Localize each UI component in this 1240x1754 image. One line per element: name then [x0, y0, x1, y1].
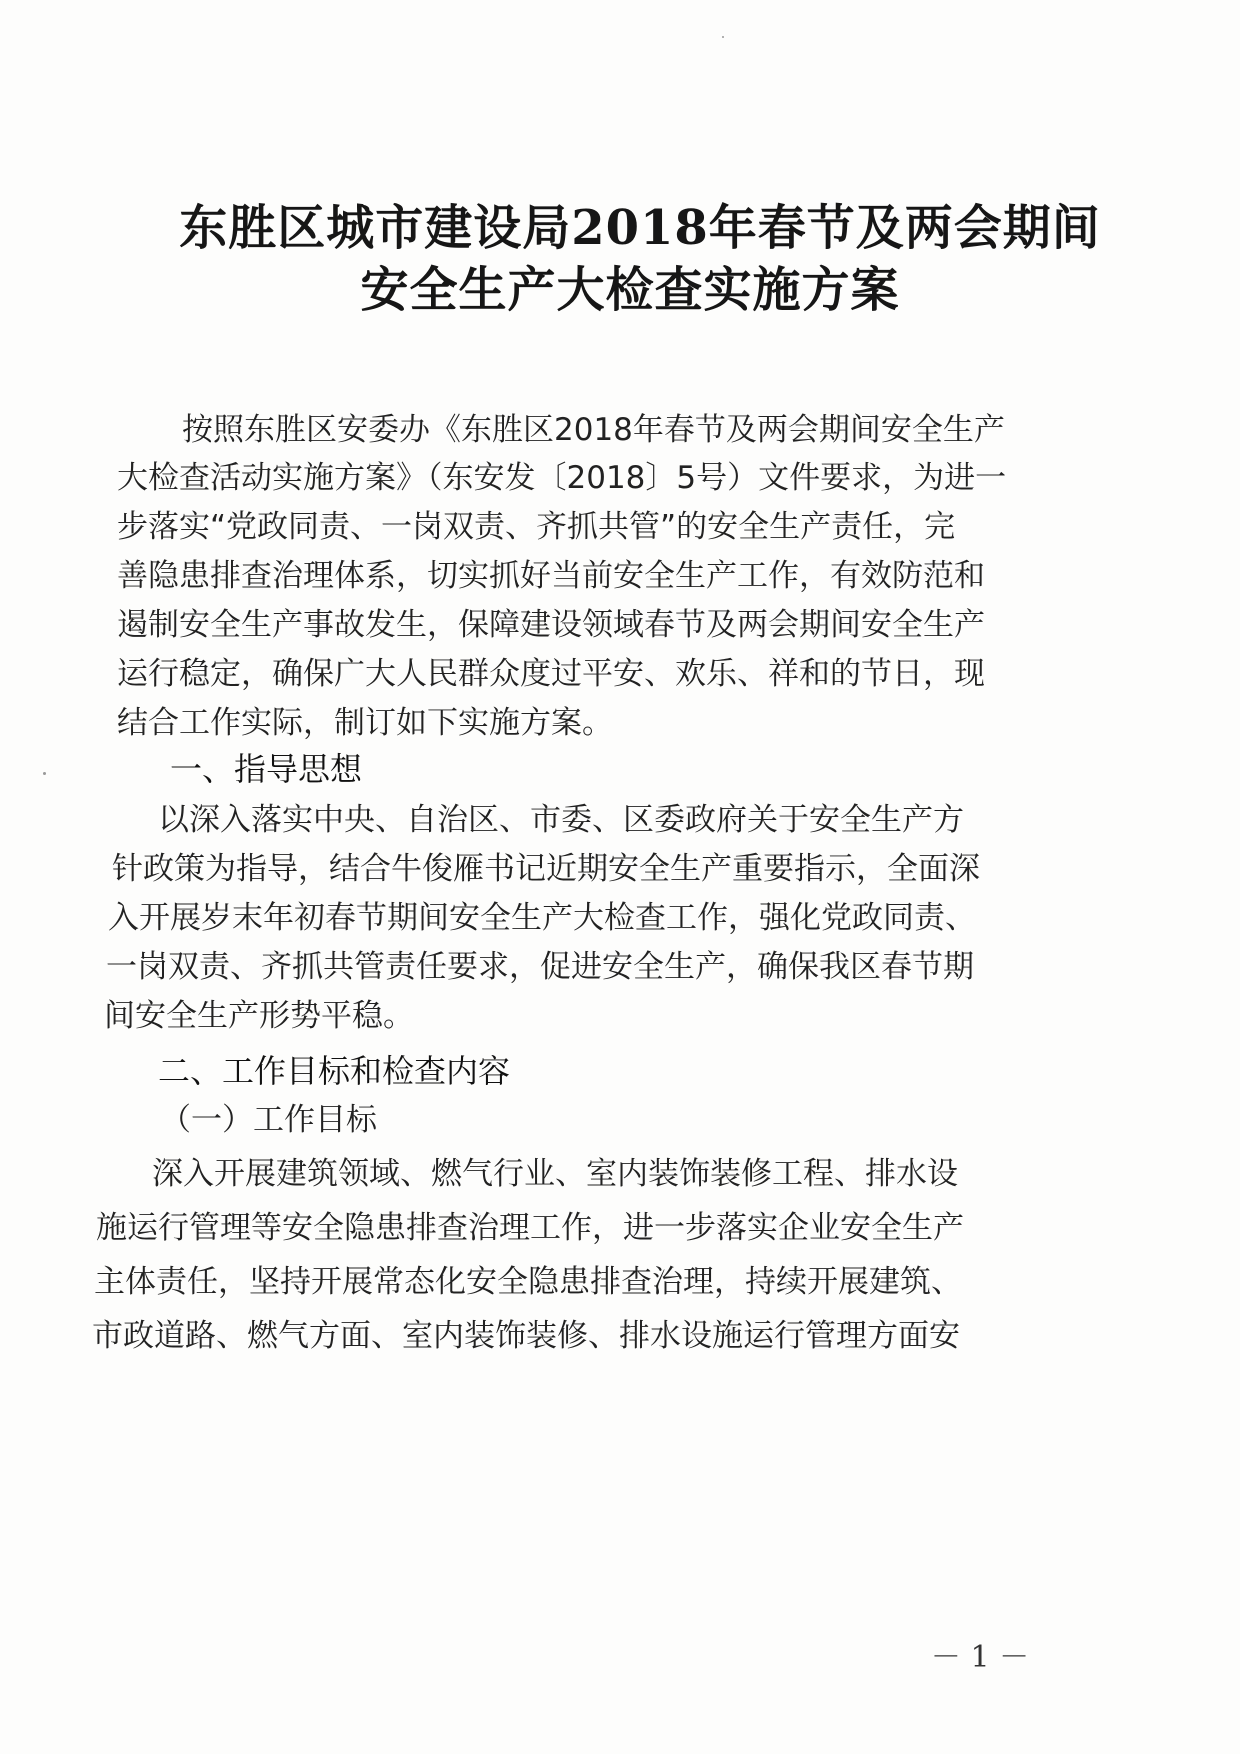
intro-line: 善隐患排查治理体系，切实抓好当前安全生产工作，有效防范和 — [117, 558, 985, 594]
document-title-line-1: 东胜区城市建设局2018年春节及两会期间 — [179, 200, 1101, 256]
subsection-heading-work-goals: （一）工作目标 — [160, 1102, 377, 1138]
intro-line: 运行稳定，确保广大人民群众度过平安、欢乐、祥和的节日，现 — [117, 656, 985, 692]
page-number: － 1 － — [930, 1640, 1030, 1675]
scan-speck — [43, 772, 46, 775]
scan-speck — [722, 36, 724, 38]
subsection1-line: 主体责任，坚持开展常态化安全隐患排查治理，持续开展建筑、 — [94, 1264, 962, 1300]
section1-line: 一岗双责、齐抓共管责任要求，促进安全生产，确保我区春节期 — [106, 949, 974, 985]
subsection1-line: 市政道路、燃气方面、室内装饰装修、排水设施运行管理方面安 — [92, 1318, 960, 1354]
subsection1-line: 深入开展建筑领域、燃气行业、室内装饰装修工程、排水设 — [152, 1156, 958, 1192]
intro-line: 大检查活动实施方案》（东安发〔2018〕5号）文件要求，为进一 — [117, 460, 1007, 496]
intro-line: 结合工作实际，制订如下实施方案。 — [117, 705, 613, 741]
section1-line: 针政策为指导，结合牛俊雁书记近期安全生产重要指示，全面深 — [112, 851, 980, 887]
section1-line: 间安全生产形势平稳。 — [104, 998, 414, 1034]
section1-line: 以深入落实中央、自治区、市委、区委政府关于安全生产方 — [158, 802, 964, 838]
subsection1-line: 施运行管理等安全隐患排查治理工作，进一步落实企业安全生产 — [96, 1210, 964, 1246]
section1-line: 入开展岁末年初春节期间安全生产大检查工作，强化党政同责、 — [108, 900, 976, 936]
section-heading-goals-and-content: 二、工作目标和检查内容 — [158, 1052, 511, 1090]
document-title-line-2: 安全生产大检查实施方案 — [360, 262, 900, 318]
intro-line: 按照东胜区安委办《东胜区2018年春节及两会期间安全生产 — [182, 412, 1005, 448]
intro-line: 遏制安全生产事故发生，保障建设领域春节及两会期间安全生产 — [117, 607, 985, 643]
intro-line: 步落实“党政同责、一岗双责、齐抓共管”的安全生产责任，完 — [117, 509, 956, 545]
section-heading-guiding-ideology: 一、指导思想 — [170, 750, 363, 788]
